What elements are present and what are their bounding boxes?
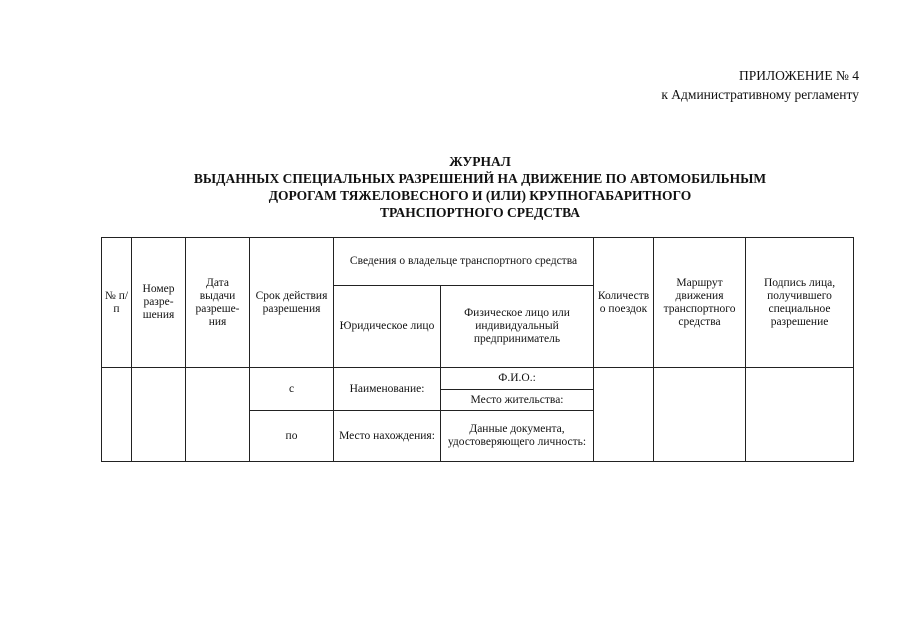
header-trips: Количеств о поездок: [594, 238, 654, 368]
header-num: № п/п: [102, 238, 132, 368]
cell-issue-date: [186, 368, 250, 462]
cell-residence: Место жительства:: [441, 390, 594, 411]
permits-journal-table: [101, 237, 854, 462]
cell-validity-from: с: [250, 368, 334, 411]
header-issue-date: Дата выдачи разреше-ния: [186, 238, 250, 368]
title-line-2: ВЫДАННЫХ СПЕЦИАЛЬНЫХ РАЗРЕШЕНИЙ НА ДВИЖЕНИЕ ПО АВТОМОБИЛЬНЫМ: [193, 171, 767, 186]
cell-trips: [594, 368, 654, 462]
header-permit-number: Номер разре-шения: [132, 238, 186, 368]
cell-legal-name: Наименование:: [334, 368, 441, 411]
title-line-1: ЖУРНАЛ: [449, 154, 511, 169]
title-line-4: ТРАНСПОРТНОГО СРЕДСТВА: [379, 205, 580, 220]
appendix-number: ПРИЛОЖЕНИЕ № 4: [738, 68, 859, 83]
header-signature: Подпись лица, получившего специальное разрешение: [746, 238, 854, 368]
cell-validity-to: по: [250, 411, 334, 462]
title-line-3: ДОРОГАМ ТЯЖЕЛОВЕСНОГО И (ИЛИ) КРУПНОГАБАРИТНОГО: [268, 188, 692, 203]
header-individual: Физическое лицо или индивидуальный предприниматель: [441, 286, 594, 368]
cell-route: [654, 368, 746, 462]
cell-id-document: Данные документа, удостоверяющего личность:: [441, 411, 594, 462]
cell-num: [102, 368, 132, 462]
header-route: Маршрут движения транспортного средства: [654, 238, 746, 368]
appendix-header: [661, 66, 859, 104]
cell-signature: [746, 368, 854, 462]
header-legal-entity: Юридическое лицо: [334, 286, 441, 368]
appendix-reference: к Административному регламенту: [661, 87, 859, 102]
cell-legal-location: Место нахождения:: [334, 411, 441, 462]
cell-fio: Ф.И.О.:: [441, 368, 594, 390]
header-validity: Срок действия разрешения: [250, 238, 334, 368]
cell-permit-number: [132, 368, 186, 462]
document-title: [130, 153, 830, 221]
header-owner-info: Сведения о владельце транспортного средства: [334, 238, 594, 286]
